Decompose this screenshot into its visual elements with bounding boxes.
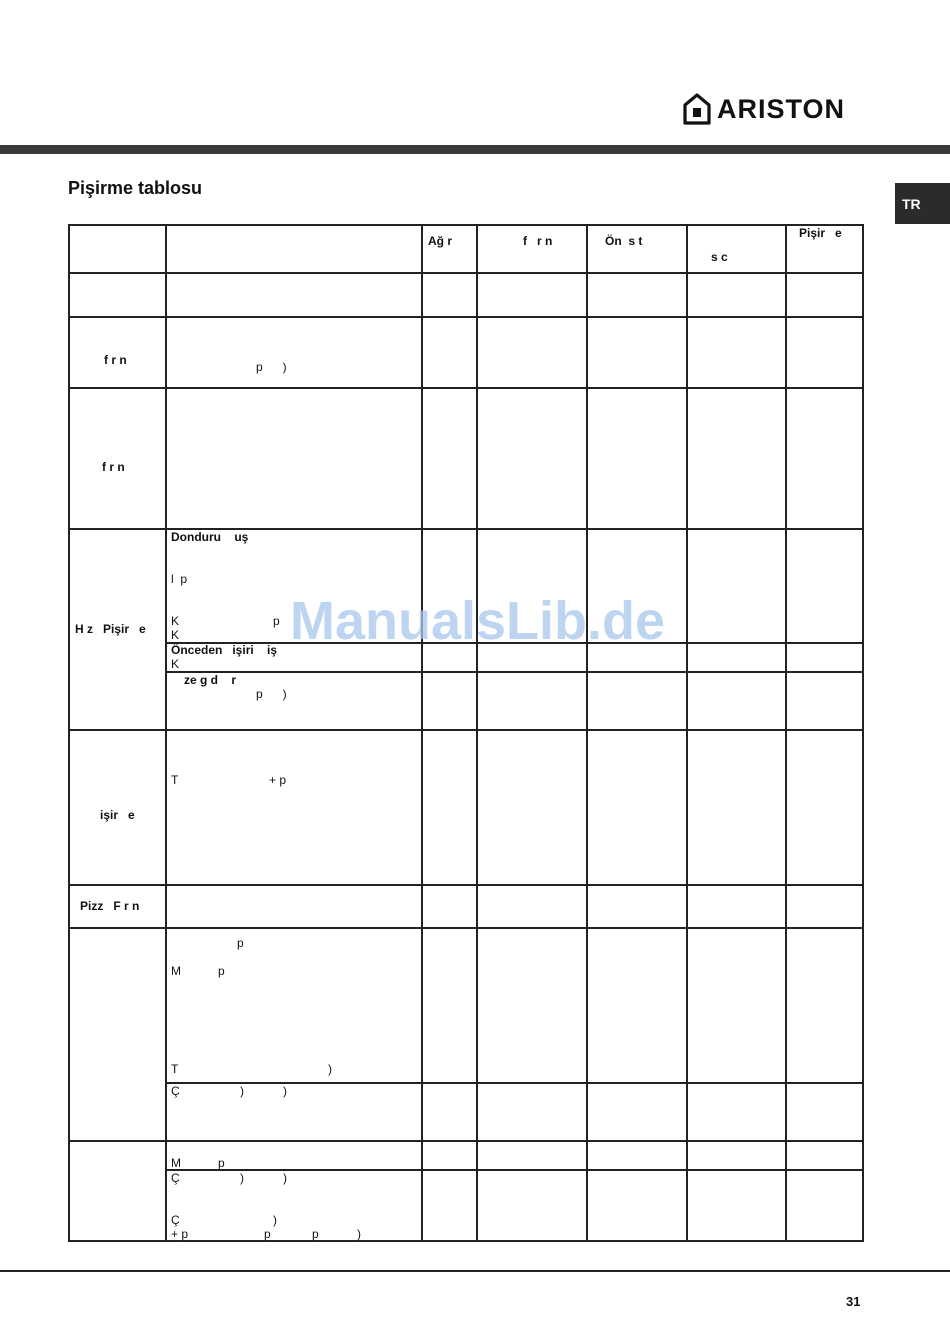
table-row-divider — [68, 316, 864, 318]
food-cell: T — [171, 773, 179, 787]
food-cell: ze g d r — [184, 673, 237, 687]
food-cell: K — [171, 614, 180, 628]
table-row-divider — [68, 927, 864, 929]
food-cell: ) — [240, 1084, 244, 1098]
food-cell: ) — [283, 1084, 287, 1098]
food-cell: M — [171, 1156, 181, 1170]
table-col-divider — [476, 224, 478, 1242]
food-cell: p — [218, 964, 225, 978]
header-temperature: s c — [711, 250, 728, 264]
table-header-divider — [68, 272, 864, 274]
food-cell: p — [264, 1227, 271, 1241]
food-cell: p — [273, 614, 280, 628]
table-row-divider — [68, 1140, 864, 1142]
header-cooking: Pişir e — [799, 226, 842, 240]
table-col-divider — [785, 224, 787, 1242]
food-cell: Ç — [171, 1213, 180, 1227]
food-cell: l p — [171, 572, 188, 586]
page-title: Pişirme tablosu — [68, 178, 203, 198]
food-cell: ) — [240, 1171, 244, 1185]
table-col-divider — [586, 224, 588, 1242]
food-cell: Donduru uş — [171, 530, 249, 544]
table-col-divider — [686, 224, 688, 1242]
table-subrow-divider — [165, 1082, 864, 1084]
table-subrow-divider — [165, 1169, 864, 1171]
table-col-divider — [68, 224, 70, 1242]
food-cell: Ç — [171, 1084, 180, 1098]
table-subrow-divider — [165, 671, 864, 673]
row-label: Pizz F r n — [80, 899, 140, 913]
table-row-divider — [68, 884, 864, 886]
food-cell: p ) — [256, 360, 287, 374]
header-bar — [0, 145, 950, 154]
row-label: f r n — [104, 353, 127, 367]
food-cell: ) — [273, 1213, 277, 1227]
food-cell: + p — [171, 1227, 189, 1241]
food-cell: ) — [357, 1227, 361, 1241]
food-cell: K — [171, 657, 180, 671]
watermark: ManualsLib.de — [290, 591, 666, 651]
brand-name: ARISTON — [717, 93, 846, 124]
table-col-divider — [165, 224, 167, 1242]
header-weight: Ağ r — [428, 234, 452, 248]
brand-logo — [683, 92, 865, 126]
table-col-divider — [862, 224, 864, 1242]
header-oven: f r n — [523, 234, 553, 248]
footer-rule — [0, 1270, 950, 1272]
food-cell: K — [171, 628, 180, 642]
food-cell: ) — [283, 1171, 287, 1185]
table-border-top — [68, 224, 864, 226]
header-preheat: Ön s t — [605, 234, 643, 248]
row-label: işir e — [100, 808, 135, 822]
table-col-divider — [421, 224, 423, 1242]
food-cell: ) — [328, 1062, 332, 1076]
food-cell: p — [237, 936, 244, 950]
house-icon — [683, 93, 711, 125]
row-label: H z Pişir e — [75, 622, 146, 636]
food-cell: M — [171, 964, 181, 978]
food-cell: p ) — [256, 687, 287, 701]
language-tab: TR — [895, 183, 950, 224]
food-cell: p — [218, 1156, 225, 1170]
food-cell: p — [312, 1227, 319, 1241]
food-cell: T — [171, 1062, 179, 1076]
row-label: f r n — [102, 460, 125, 474]
food-cell: Önceden işiri iş — [171, 643, 278, 657]
table-row-divider — [68, 387, 864, 389]
table-row-divider — [68, 729, 864, 731]
food-cell: Ç — [171, 1171, 180, 1185]
page-number: 31 — [846, 1294, 861, 1309]
food-cell: + p — [269, 773, 287, 787]
